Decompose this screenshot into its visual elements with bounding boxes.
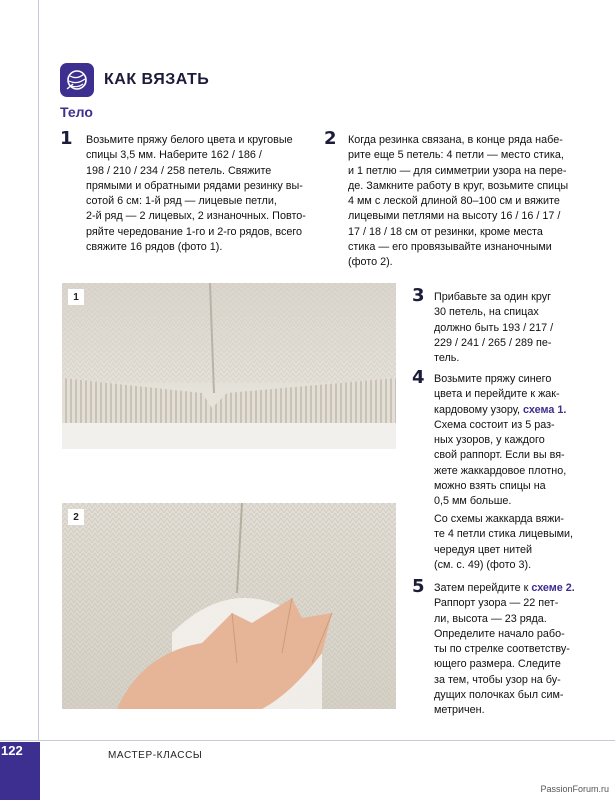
step-number: 5 — [412, 576, 425, 597]
left-margin — [0, 0, 40, 800]
margin-divider — [38, 0, 39, 740]
scheme-1-link[interactable]: схема 1. — [523, 403, 567, 416]
step-text: Затем перейдите к схеме 2. Раппорт узора — 22 пет- ли, высота — 23 ряда. Определите начало рабо- ты по стрелке соответству- ющего размера. Следите за тем, чтобы узор на бу- дущих полочках был сим- метричен. — [434, 582, 575, 717]
photo-2 — [62, 503, 396, 709]
page-number: 122 — [0, 742, 40, 800]
step-text: Когда резинка связана, в конце ряда набе- рите еще 5 петель: 4 петли — место стика, и 1 петлю — для симметрии узора на пере- де. Замкните работу в круг, возьмите спицы 4 мм с леской длиной 80–100 см и вяжите лицевыми петлями на высоту 16 / 16 / 17 / 17 / 18 / 18 см от резинки, кроме места стика — его провязывайте изнаночными (фото 2). — [348, 134, 569, 269]
step-number: 2 — [324, 128, 337, 149]
section-title: Тело — [60, 104, 93, 120]
photo-label: 2 — [68, 509, 84, 525]
step-number: 1 — [60, 128, 73, 149]
footer-divider — [0, 740, 615, 741]
step-text: Со схемы жаккарда вяжи- те 4 петли стика лицевыми, чередуя цвет нитей (см. с. 49) (фото 3). — [434, 513, 574, 571]
step-number: 4 — [412, 367, 425, 388]
step-text: Возьмите пряжу синего цвета и перейдите к жак- кардовому узору, схема 1. Схема состоит из 5 раз- ных узоров, у каждого свой раппорт. Если вы вя- жете жаккардовое плотно, можно взять спицы на 0,5 мм больше. — [434, 373, 567, 508]
step-text: Прибавьте за один круг 30 петель, на спицах должно быть 193 / 217 / 229 / 241 / 265 / 289 пе- тель. — [434, 291, 554, 365]
yarn-ball-icon — [60, 63, 94, 97]
photo-label: 1 — [68, 289, 84, 305]
step-number: 3 — [412, 285, 425, 306]
photo-1 — [62, 283, 396, 449]
scheme-2-link[interactable]: схеме 2. — [531, 582, 575, 594]
footer-section-label: МАСТЕР-КЛАССЫ — [108, 750, 203, 761]
watermark: PassionForum.ru — [540, 784, 609, 794]
page-header-title: КАК ВЯЗАТЬ — [104, 71, 210, 88]
step-text: Возьмите пряжу белого цвета и круговые спицы 3,5 мм. Наберите 162 / 186 / 198 / 210 / 234 / 258 петель. Свяжите прямыми и обратными рядами резинку вы- сотой 6 см: 1-й ряд — лицевые петли, 2-й ряд — 2 лицевых, 2 изнаночных. Повто- ряйте чередование 1-го и 2-го рядов, всего свяжите 16 рядов (фото 1). — [86, 134, 306, 254]
